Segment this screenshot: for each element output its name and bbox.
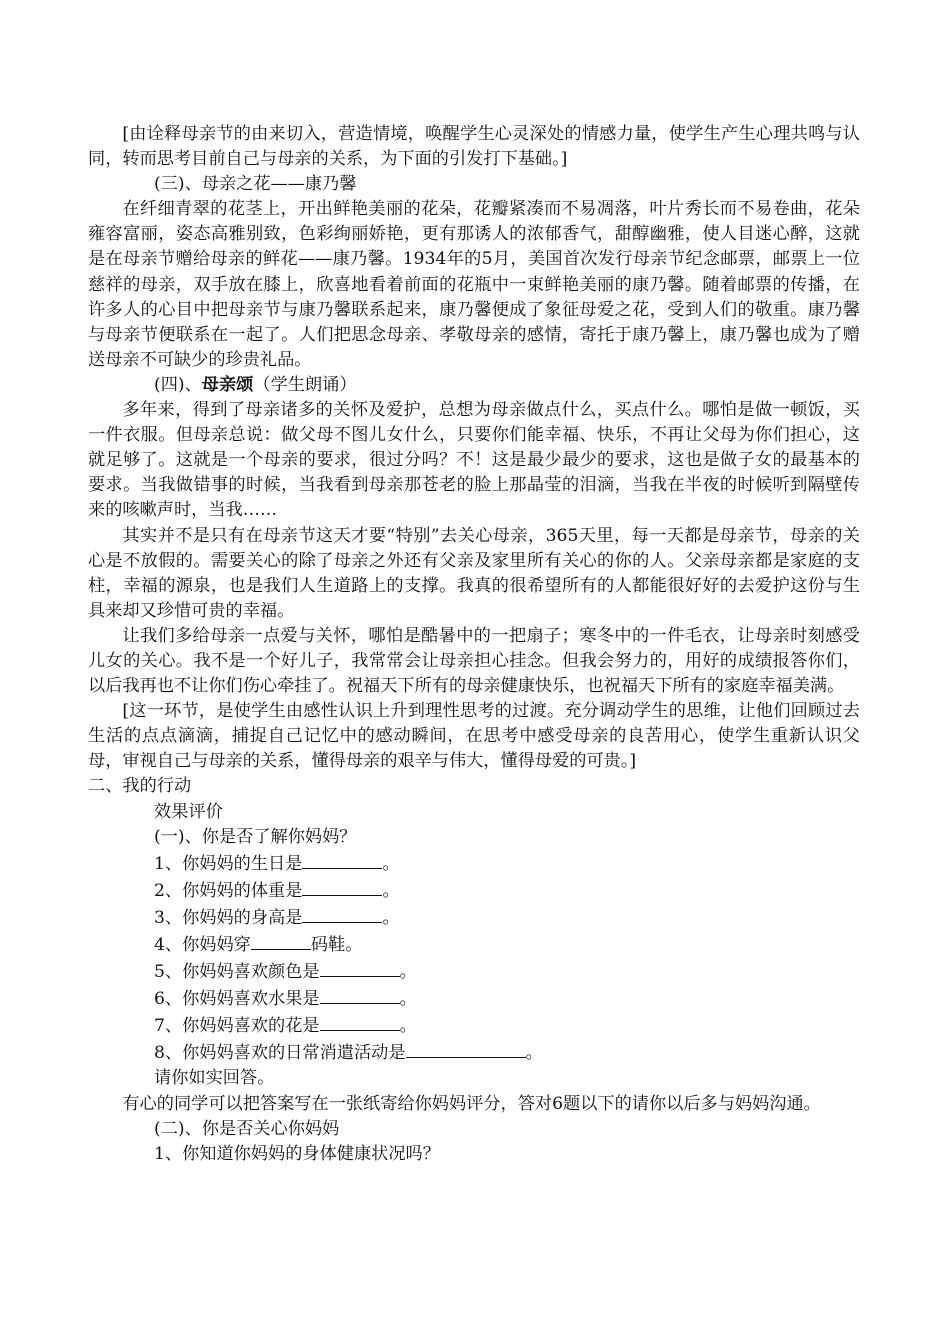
document-page: [88, 122, 860, 1167]
heading-4-prefix: (四)、: [154, 374, 202, 395]
answer-note-paragraph: 有心的同学可以把答案写在一张纸寄给你妈妈评分，答对6题以下的请你以后多与妈妈沟通。: [122, 1093, 821, 1114]
commentary-paragraph-1: [由诠释母亲节的由来切入，营造情境，唤醒学生心灵深处的情感力量，使学生产生心理共鸣与认同，转而思考目前自己与母亲的关系，为下面的引发打下基础。]: [88, 124, 860, 170]
quiz-item-end: 。: [399, 962, 417, 983]
ode-paragraph-2: 其实并不是只有在母亲节这天才要“特别”去关心母亲，365天里，每一天都是母亲节，母亲的关心是不放假的。需要关心的除了母亲之外还有父亲及家里所有关心的你的人。父亲母亲都是家庭的支柱，幸福的源泉，也是我们人生道路上的支撑。我真的很希望所有的人都能很好好的去爱护这份与生具来却又珍惜可贵的幸福。: [88, 525, 860, 621]
quiz-item-end: 。: [399, 989, 417, 1010]
quiz-item-text: 5、你妈妈喜欢颜色是: [154, 962, 320, 983]
quiz-item-text: 6、你妈妈喜欢水果是: [154, 989, 320, 1010]
answer-blank[interactable]: [251, 931, 311, 950]
quiz-item: [88, 877, 860, 904]
answer-blank[interactable]: [406, 1039, 526, 1058]
quiz-item: [88, 958, 860, 985]
quiz-item: [88, 850, 860, 877]
quiz-item-end: 。: [382, 853, 400, 874]
quiz-item-end: 。: [399, 1016, 417, 1037]
quiz-item: [88, 1039, 860, 1066]
commentary-paragraph-2: [这一环节，是使学生由感性认识上升到理性思考的过渡。充分调动学生的思维，让他们回顾过去生活的点点滴滴，捕捉自己记忆中的感动瞬间，在思考中感受母亲的良苦用心，使学生重新认识父母，审视自己与母亲的关系，懂得母亲的艰辛与伟大，懂得母爱的可贵。]: [88, 701, 860, 772]
section-heading-2: 二、我的行动: [88, 776, 192, 797]
section-heading-4: [88, 373, 860, 398]
heading-4-suffix: （学生朗诵）: [253, 374, 357, 395]
quiz-1-title: (一)、你是否了解你妈妈？: [154, 826, 357, 847]
answer-blank[interactable]: [302, 904, 382, 923]
quiz-2-title: (二)、你是否关心你妈妈: [154, 1118, 340, 1139]
quiz-item-end: 。: [525, 1043, 543, 1064]
quiz-item-text: 2、你妈妈的体重是: [154, 880, 303, 901]
quiz-item: [88, 1012, 860, 1039]
quiz-item: [88, 931, 860, 958]
answer-blank[interactable]: [320, 985, 400, 1004]
quiz-item-end: 。: [382, 907, 400, 928]
quiz-item-text: 3、你妈妈的身高是: [154, 907, 303, 928]
quiz-item-end: 。: [382, 880, 400, 901]
quiz-item: [88, 904, 860, 931]
quiz-2-item-1: 1、你知道你妈妈的身体健康状况吗？: [154, 1143, 440, 1164]
ode-paragraph-1: 多年来，得到了母亲诸多的关怀及爱护，总想为母亲做点什么，买点什么。哪怕是做一顿饭，买一件衣服。但母亲总说：做父母不图儿女什么，只要你们能幸福、快乐，不再让父母为你们担心，这就足够了。这就是一个母亲的要求，很过分吗？不！这是最少最少的要求，这也是做子女的最基本的要求。当我做错事的时候，当我看到母亲那苍老的脸上那晶莹的泪滴，当我在半夜的时候听到隔壁传来的咳嗽声时，当我……: [88, 400, 860, 521]
answer-blank[interactable]: [302, 877, 382, 896]
answer-blank[interactable]: [302, 850, 382, 869]
answer-instruction: 请你如实回答。: [154, 1068, 275, 1089]
quiz-item: [88, 985, 860, 1012]
ode-paragraph-3: 让我们多给母亲一点爱与关怀，哪怕是酷暑中的一把扇子；寒冬中的一件毛衣，让母亲时刻感受儿女的关心。我不是一个好儿子，我常常会让母亲担心挂念。但我会努力的，用好的成绩报答你们，以后我再也不让你们伤心牵挂了。祝福天下所有的母亲健康快乐，也祝福天下所有的家庭幸福美满。: [88, 625, 860, 697]
quiz-item-text: 1、你妈妈的生日是: [154, 853, 303, 874]
heading-4-bold: 母亲颂: [201, 374, 254, 395]
evaluation-label: 效果评价: [154, 801, 223, 822]
answer-blank[interactable]: [320, 1012, 400, 1031]
section-heading-3: (三)、母亲之花——康乃馨: [154, 174, 357, 195]
quiz-item-text: 4、你妈妈穿: [154, 935, 251, 955]
quiz-item-end: 码鞋。: [310, 935, 363, 955]
quiz-item-text: 8、你妈妈喜欢的日常消遣活动是: [154, 1043, 406, 1064]
answer-blank[interactable]: [320, 958, 400, 977]
carnation-paragraph: 在纤细青翠的花茎上，开出鲜艳美丽的花朵，花瓣紧凑而不易凋落，叶片秀长而不易卷曲，花朵雍容富丽，姿态高雅别致，色彩绚丽娇艳，更有那诱人的浓郁香气，甜醇幽雅，使人目迷心醉，这就是在母亲节赠给母亲的鲜花——康乃馨。1934年的5月，美国首次发行母亲节纪念邮票，邮票上一位慈祥的母亲，双手放在膝上，欣喜地看着前面的花瓶中一束鲜艳美丽的康乃馨。随着邮票的传播，在许多人的心目中把母亲节与康乃馨联系起来，康乃馨便成了象征母爱之花，受到人们的敬重。康乃馨与母亲节便联系在一起了。人们把思念母亲、孝敬母亲的感情，寄托于康乃馨上，康乃馨也成为了赠送母亲不可缺少的珍贵礼品。: [88, 199, 860, 370]
quiz-item-text: 7、你妈妈喜欢的花是: [154, 1016, 320, 1037]
